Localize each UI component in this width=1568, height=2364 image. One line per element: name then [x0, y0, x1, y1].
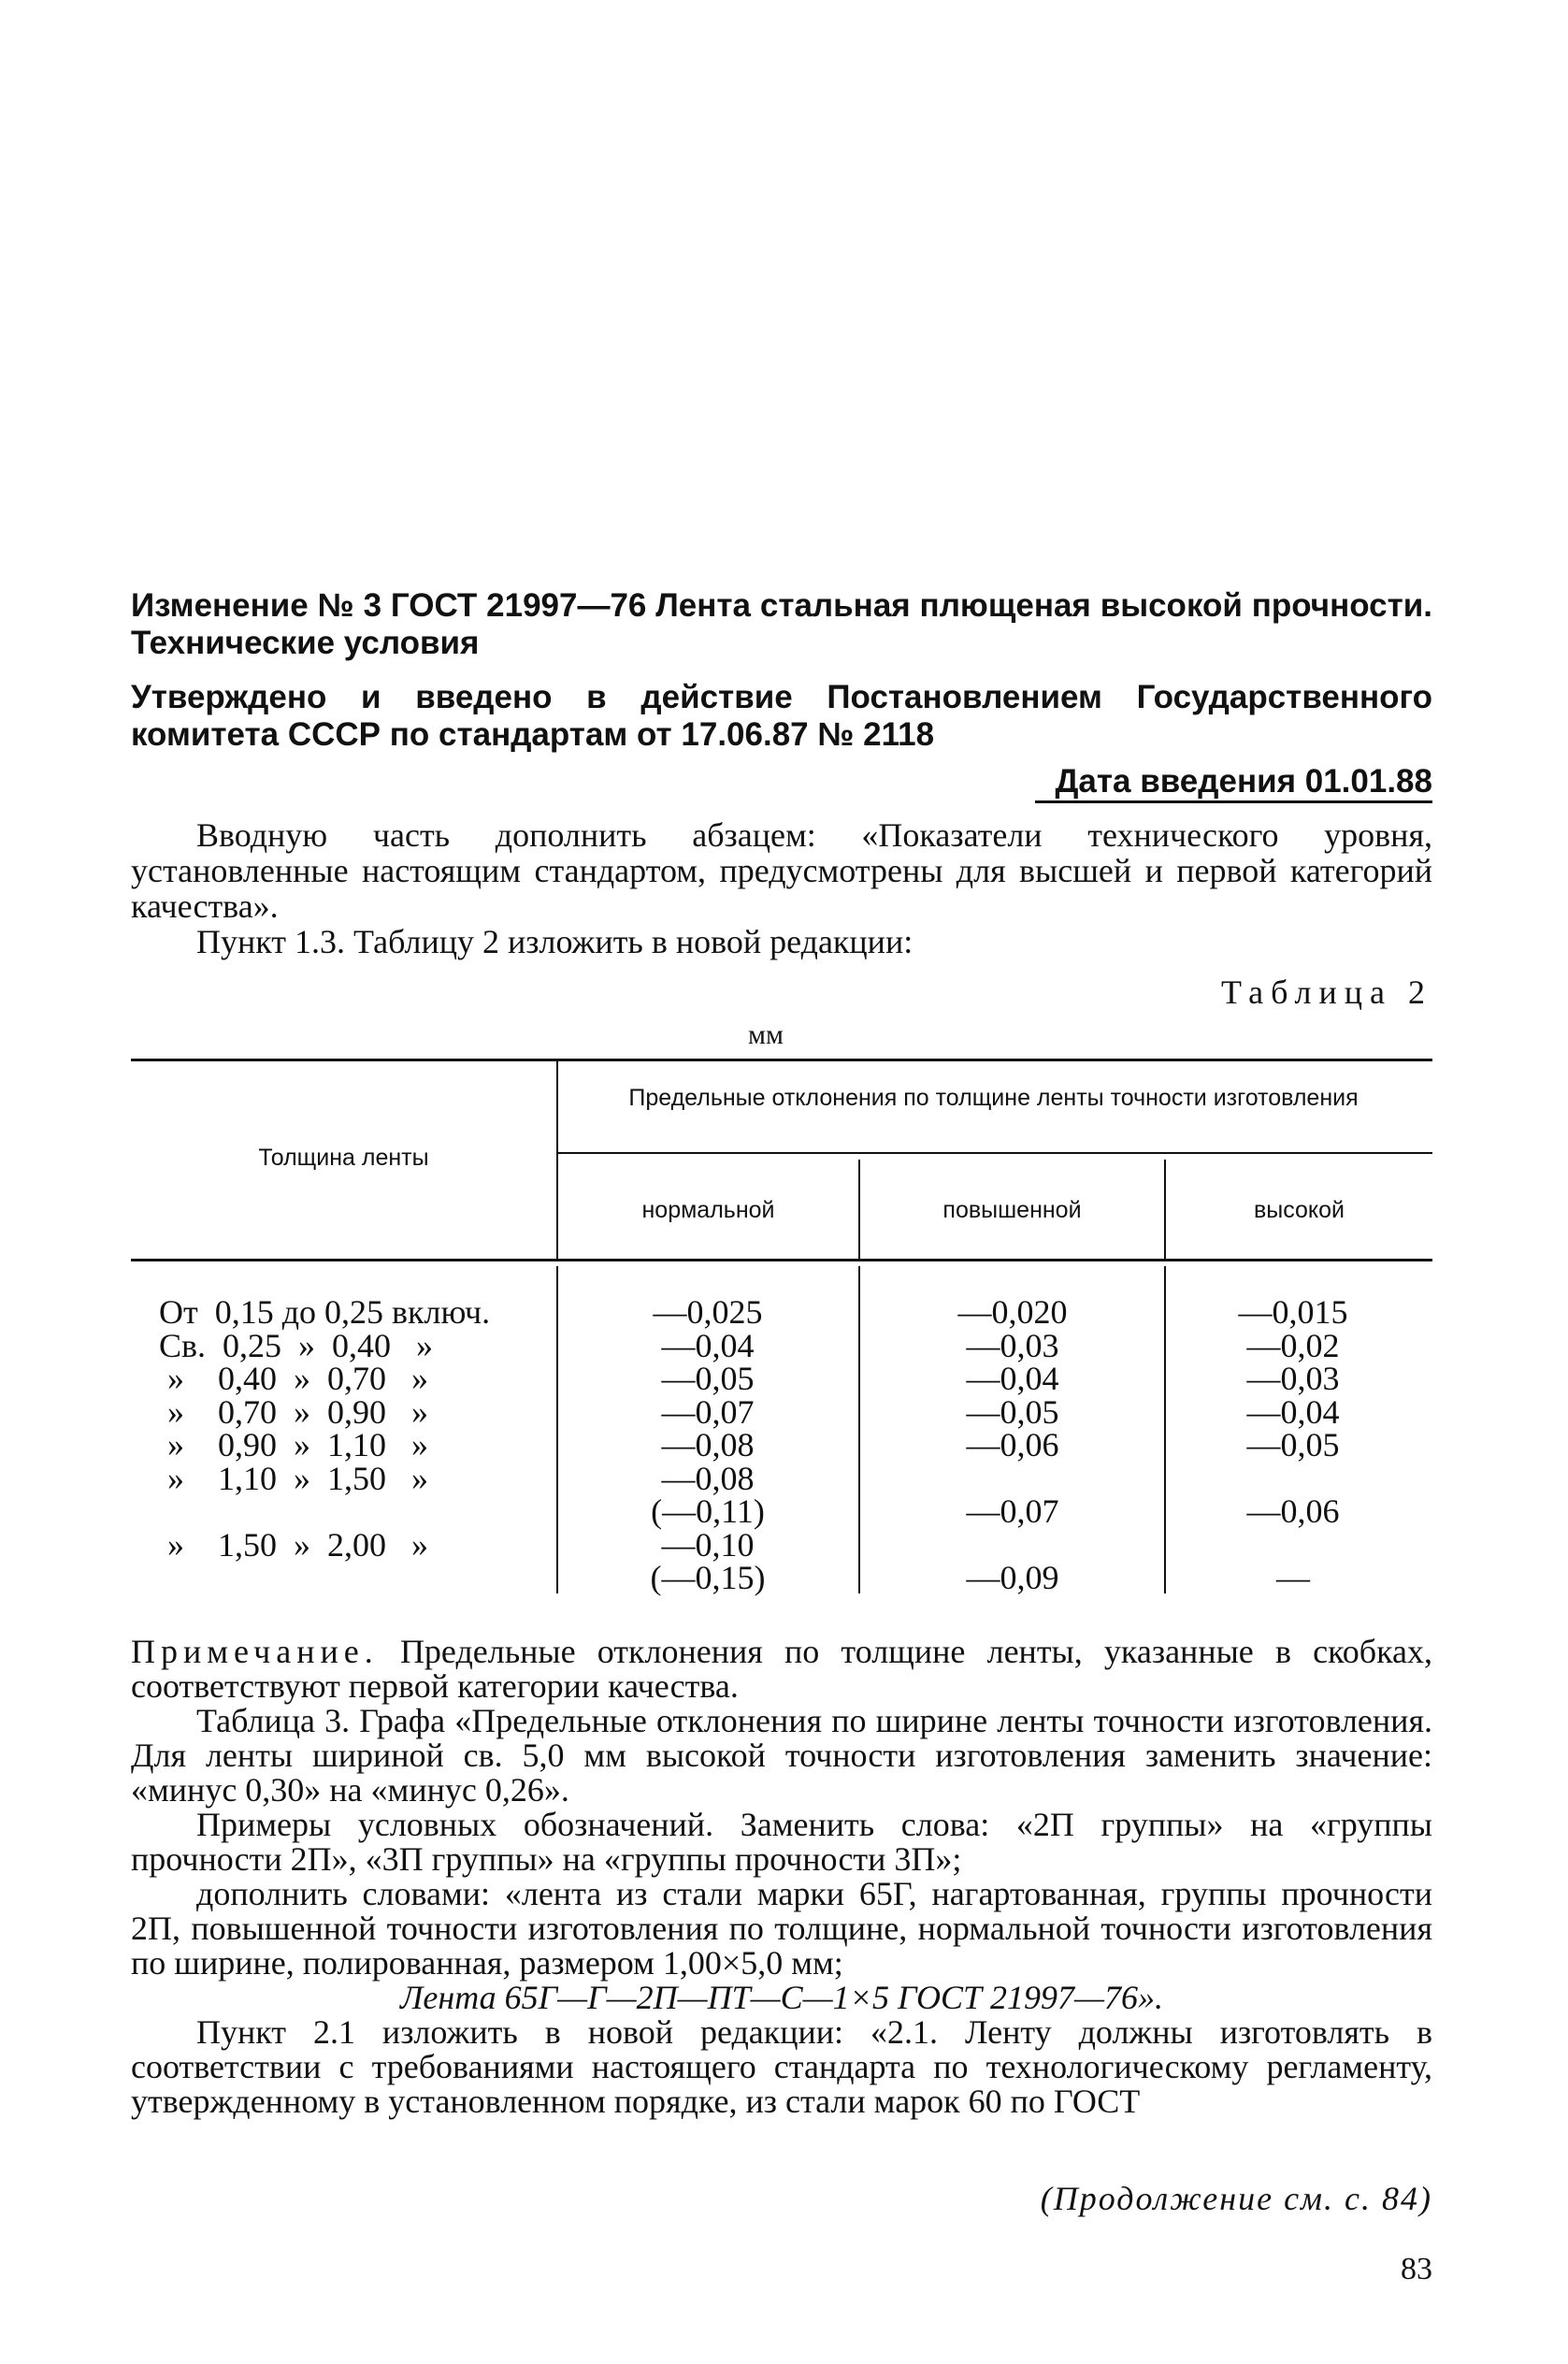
note-text: Предельные отклонения по толщине ленты, указанные в скобках, соответствуют первой категории качества. [131, 1633, 1433, 1705]
header-thickness: Толщина ленты [258, 1145, 429, 1171]
document-header [131, 587, 1432, 803]
table-caption: Таблица 2 [1221, 973, 1432, 1011]
effective-date-line [131, 763, 1432, 803]
approval-statement: Утверждено и введено в действие Постановлением Государственного комитета СССР по стандартам от 17.06.87 № 2118 [131, 679, 1432, 753]
note-label: Примечание. [131, 1633, 379, 1670]
intro-text [131, 817, 1432, 959]
header-normal: нормальной [641, 1197, 775, 1223]
paragraph-intro: Вводную часть дополнить абзацем: «Показатели технического уровня, установленные настоящим стандартом, предусмотрены для высшей и первой категорий качества». [131, 816, 1432, 925]
amendment-text [131, 1635, 1432, 2119]
high-deviations: —0,015 —0,02 —0,03 —0,04 —0,05 —0,06 — [1238, 1293, 1348, 1596]
paragraph-table-3: Таблица 3. Графа «Предельные отклонения по ширине ленты точности изготовления. Для ленты шириной св. 5,0 мм высокой точности изготовления заменить значение: «минус 0,30» на «минус 0,26». [131, 1702, 1432, 1809]
table-body-vline-2 [858, 1266, 860, 1593]
thickness-ranges: От 0,15 до 0,25 включ. Св. 0,25 » 0,40 » » 0,40 » 0,70 » » 0,70 » 0,90 » » 0,90 » 1,10 » » 1,10 » 1,50 » » 1,50 » 2,00 » [159, 1293, 491, 1564]
header-increased: повышенной [942, 1197, 1082, 1223]
table-vline-1 [556, 1059, 558, 1259]
amendment-title: Изменение № 3 ГОСТ 21997—76 Лента стальная плющеная высокой прочности. Технические условия [131, 587, 1432, 661]
paragraph-clause-2-1: Пункт 2.1 изложить в новой редакции: «2.1. Ленту должны изготовлять в соответствии с требованиями настоящего стандарта по технологическому регламенту, утвержденному в установленном порядке, из стали марок 60 по ГОСТ [131, 2013, 1432, 2120]
header-high: высокой [1253, 1197, 1345, 1223]
paragraph-supplement: дополнить словами: «лента из стали марки 65Г, нагартованная, группы прочности 2П, повышенной точности изготовления по толщине, нормальной точности изготовления по ширине, полированная, размером 1,00×5,0 мм; [131, 1875, 1432, 1982]
effective-date: Дата введения 01.01.88 [1035, 763, 1433, 803]
table-top-rule [131, 1059, 1432, 1061]
paragraph-examples: Примеры условных обозначений. Заменить слова: «2П группы» на «группы прочности 2П», «3П группы» на «группы прочности 3П»; [131, 1806, 1432, 1878]
designation-example: Лента 65Г—Г—2П—ПТ—С—1×5 ГОСТ 21997—76». [399, 1979, 1164, 2016]
document-page [131, 0, 1432, 2364]
increased-deviations: —0,020 —0,03 —0,04 —0,05 —0,06 —0,07 —0,09 [957, 1293, 1068, 1596]
table-units: мм [748, 1019, 784, 1050]
table-subheader-rule [558, 1152, 1432, 1154]
header-deviations: Предельные отклонения по толщине ленты точности изготовления [628, 1085, 1359, 1111]
deviation-table [131, 1059, 1432, 1596]
continuation-note: (Продолжение см. с. 84) [1040, 2180, 1432, 2217]
table-note [131, 1635, 1432, 1704]
normal-deviations: —0,025 —0,04 —0,05 —0,07 —0,08 —0,08 (—0,11) —0,10 (—0,15) [650, 1293, 766, 1596]
table-header-bottom-rule [131, 1259, 1432, 1261]
page-number: 83 [1401, 2252, 1432, 2286]
paragraph-clause-1-3: Пункт 1.3. Таблицу 2 изложить в новой редакции: [196, 923, 913, 960]
